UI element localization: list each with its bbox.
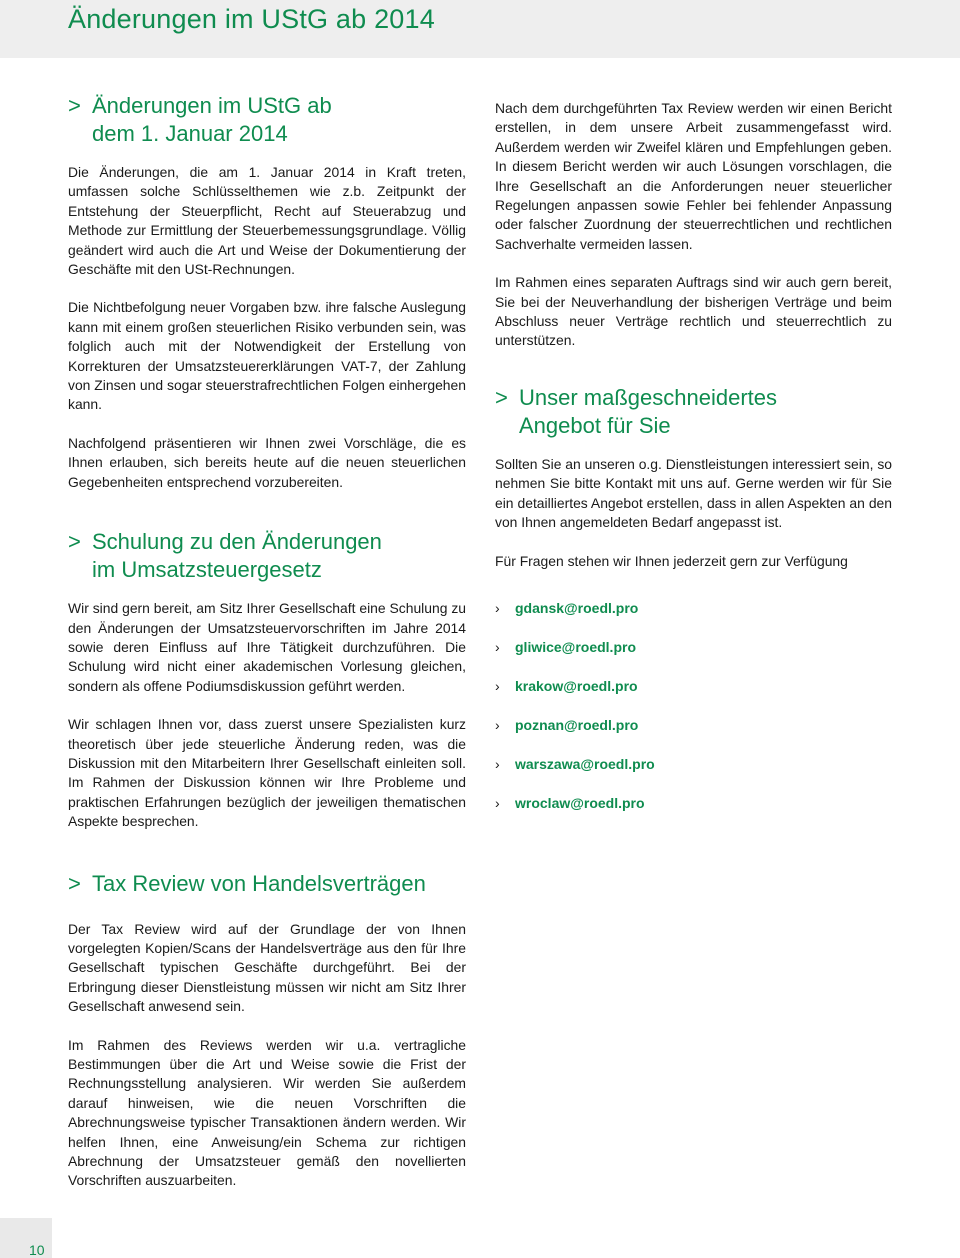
chevron-right-icon: ›	[495, 639, 500, 656]
section-heading-tax-review	[68, 870, 466, 898]
email-link-poznan[interactable]: poznan@roedl.pro	[515, 717, 639, 734]
paragraph: Sollten Sie an unseren o.g. Dienstleistungen interessiert sein, so nehmen Sie bitte Kontakt mit uns auf. Gerne werden wir für Sie ein detailliertes Angebot erstellen, dass in allen Aspekten an den von Ihnen angemeldeten Bedarf angepasst ist.	[495, 455, 892, 531]
paragraph: Der Tax Review wird auf der Grundlage der von Ihnen vorgelegten Kopien/Scans der Handelsverträge aus den für Ihre Gesellschaft typischen Geschäfte durchgeführt. Bei der Erbringung dieser Dienstleistung müssen wir nicht am Sitz Ihrer Gesellschaft anwesend sein.	[68, 920, 466, 1015]
chevron-right-icon: ›	[495, 756, 500, 773]
paragraph: Die Nichtbefolgung neuer Vorgaben bzw. ihre falsche Auslegung kann mit einem großen steuerlichen Risiko verbunden sein, was folglich auch mit der Notwendigkeit der Erstellung von Korrekturen der Umsatzsteuererklärungen VAT-7, der Zahlung von Zinsen und sogar steuerstrafrechtlichen Folgen einhergehen kann.	[68, 299, 466, 413]
chevron-right-icon: ›	[495, 717, 500, 734]
list-item	[495, 667, 892, 706]
heading-line: Tax Review von Handelsverträgen	[92, 870, 426, 896]
section-heading-schulung	[68, 528, 466, 584]
list-item	[495, 706, 892, 745]
section-heading-angebot	[495, 384, 892, 440]
paragraph: Nach dem durchgeführten Tax Review werden wir einen Bericht erstellen, in dem unsere Arbeit zusammengefasst wird. Außerdem werden wir Zweifel klären und Empfehlungen geben. In diesem Bericht werden wir auch Lösungen vorschlagen, die Ihre Gesellschaft an die Anforderungen neuer steuerlicher Regelungen anpassen sowie Fehler bei fehlender Anpassung oder falscher Zuordnung der steuerrechtlichen und rechtlichen Sachverhalte vermeiden lassen.	[495, 100, 892, 252]
paragraph: Im Rahmen eines separaten Auftrags sind wir auch gern bereit, Sie bei der Neuverhandlung der bisherigen Verträge und beim Abschluss neuer Verträge rechtlich und steuerrechtlich zu unterstützen.	[495, 274, 892, 349]
heading-line: dem 1. Januar 2014	[92, 121, 288, 146]
paragraph: Nachfolgend präsentieren wir Ihnen zwei Vorschläge, die es Ihnen erlauben, sich bereits heute auf die neuen steuerlichen Gegebenheiten entsprechend vorzubereiten.	[68, 434, 466, 490]
contact-list	[495, 589, 892, 823]
section-marker: >	[495, 384, 508, 410]
email-link-krakow[interactable]: krakow@roedl.pro	[515, 678, 638, 695]
section-marker: >	[68, 870, 81, 896]
email-link-wroclaw[interactable]: wroclaw@roedl.pro	[515, 795, 645, 812]
section-heading-ustg	[68, 92, 466, 148]
paragraph: Im Rahmen des Reviews werden wir u.a. vertragliche Bestimmungen über die Art und Weise sowie die Frist der Rechnungsstellung analysieren. Wir werden Sie außerdem darauf hinweisen, wie die neuen Vorschriften die Abrechnungsweise typischer Transaktionen ändern werden. Wir helfen Ihnen, eine Anweisung/ein Schema zur richtigen Abrechnung der Umsatzsteuer gemäß den novellierten Vorschriften auszuarbeiten.	[68, 1036, 466, 1189]
heading-line: im Umsatzsteuergesetz	[92, 557, 322, 583]
heading-line: Schulung zu den Änderungen	[92, 529, 382, 555]
chevron-right-icon: ›	[495, 600, 500, 617]
email-link-warszawa[interactable]: warszawa@roedl.pro	[515, 756, 655, 773]
paragraph: Für Fragen stehen wir Ihnen jederzeit gern zur Verfügung	[495, 552, 848, 569]
email-link-gliwice[interactable]: gliwice@roedl.pro	[515, 639, 637, 656]
right-column	[495, 99, 892, 823]
section-marker: >	[68, 93, 81, 118]
chevron-right-icon: ›	[495, 795, 500, 812]
page-title: Änderungen im UStG ab 2014	[68, 4, 435, 34]
heading-line: Änderungen im UStG ab	[92, 93, 332, 118]
heading-line: Unser maßgeschneidertes	[519, 384, 778, 410]
paragraph: Wir schlagen Ihnen vor, dass zuerst unsere Spezialisten kurz theoretisch über jede steuerliche Änderung reden, was die Diskussion mit den Mitarbeitern Ihrer Gesellschaft einleiten soll. Im Rahmen der Diskussion können wir Ihre Probleme und praktischen Erfahrungen bezüglich der jeweiligen thematischen Aspekte besprechen.	[68, 716, 466, 830]
section-marker: >	[68, 529, 81, 555]
list-item	[495, 745, 892, 784]
chevron-right-icon: ›	[495, 678, 500, 695]
list-item	[495, 589, 892, 628]
paragraph: Die Änderungen, die am 1. Januar 2014 in Kraft treten, umfassen solche Schlüsselthemen wie z.b. Zeitpunkt der Entstehung der Steuerpflicht, Recht auf Steuerabzug und Methode zur Ermittlung der Steuerbemessungsgrundlage. Völlig geändert wird auch die Art und Weise der Dokumentierung der Geschäfte mit den USt-Rechnungen.	[68, 164, 466, 278]
left-column	[68, 92, 466, 1191]
list-item	[495, 628, 892, 667]
list-item	[495, 784, 892, 823]
page-number: 10	[29, 1242, 45, 1258]
heading-line: Angebot für Sie	[519, 412, 671, 438]
paragraph: Wir sind gern bereit, am Sitz Ihrer Gesellschaft eine Schulung zu den Änderungen der Umsatzsteuervorschriften im Jahre 2014 sowie deren Einfluss auf Ihre Tätigkeit durchzuführen. Die Schulung wird nicht einer akademischen Vorlesung gleichen, sondern als offene Podiumsdiskussion geführt werden.	[68, 600, 466, 694]
email-link-gdansk[interactable]: gdansk@roedl.pro	[515, 600, 639, 617]
